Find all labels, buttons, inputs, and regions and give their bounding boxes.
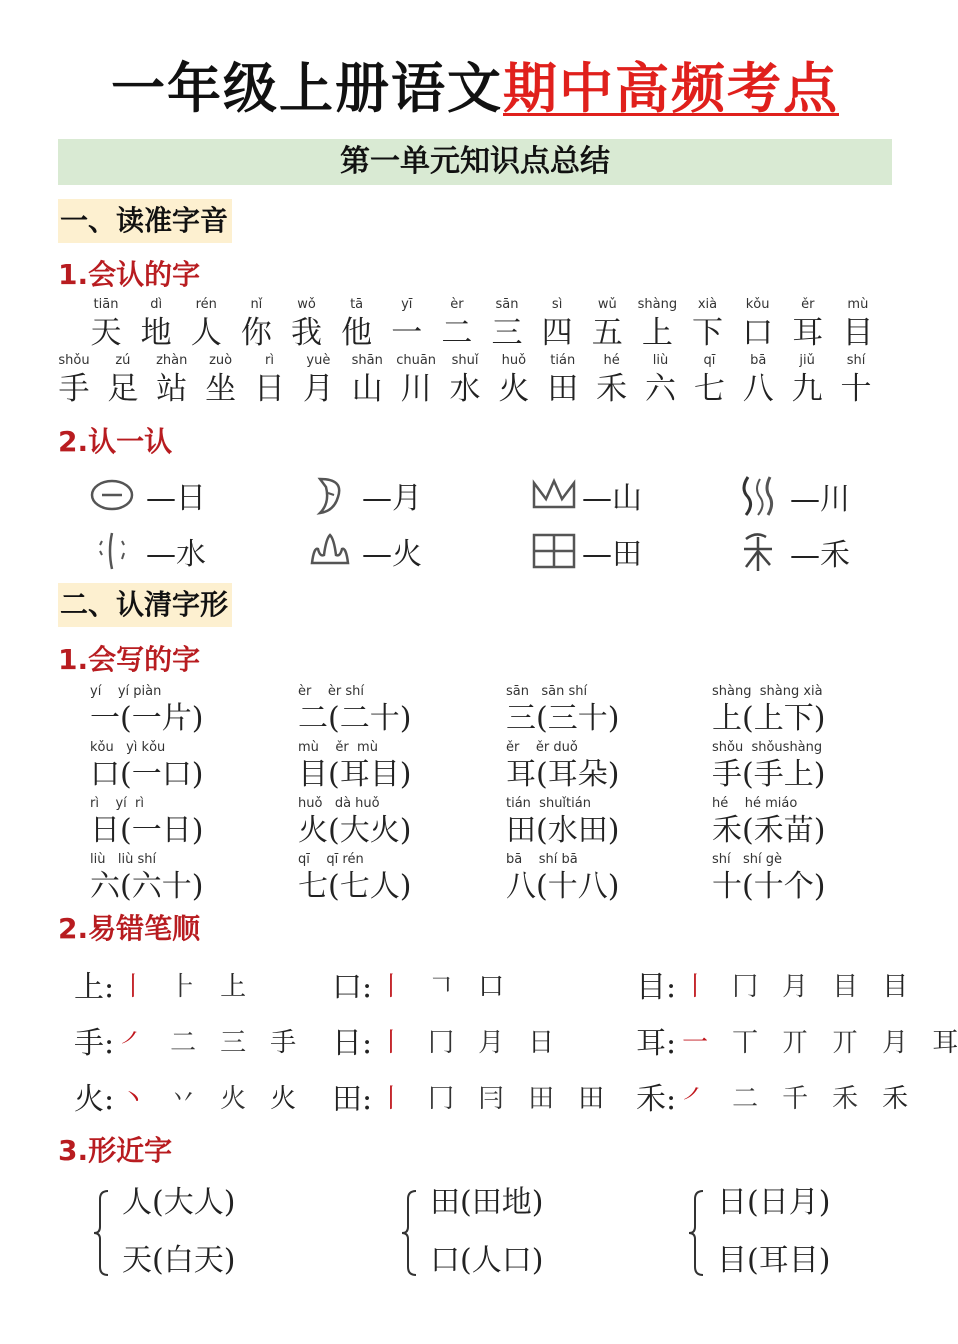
- stroke-order-item: [332, 962, 504, 1006]
- hanzi-char: 川: [400, 371, 432, 407]
- pinyin-label: yí yí piàn: [90, 684, 162, 699]
- hanzi-char: 下: [692, 315, 723, 351]
- recognize-text: —火: [362, 537, 422, 572]
- char-cell: [734, 296, 782, 352]
- char-cell: [148, 352, 196, 408]
- recognize-text: —禾: [790, 538, 850, 573]
- hanzi-char: 四: [541, 315, 573, 351]
- stroke-step: 丨: [120, 971, 147, 1002]
- char-cell: [294, 352, 342, 408]
- stroke-step: 丌: [782, 1027, 809, 1058]
- stroke-order-item: [636, 1074, 908, 1118]
- hanzi-char: 火: [498, 371, 530, 407]
- write-word: [298, 739, 411, 793]
- hanzi-char: 山: [351, 371, 383, 407]
- stroke-step: 丨: [378, 1027, 405, 1058]
- stroke-char-label: 火:: [74, 1082, 115, 1117]
- pinyin-label: shǒu: [58, 353, 90, 368]
- char-cell: [50, 352, 98, 408]
- pinyin-label: zú: [115, 353, 131, 368]
- word-text: 耳(耳朵): [506, 757, 620, 792]
- stroke-step: 冃: [478, 1083, 505, 1114]
- stroke-steps: [378, 966, 504, 1003]
- moon-pictograph-icon: [308, 473, 352, 517]
- write-word: [298, 795, 411, 849]
- similar-pair: [685, 1185, 885, 1285]
- stroke-step: 月: [782, 971, 809, 1002]
- stroke-step: 千: [782, 1083, 809, 1114]
- pinyin-label: bā: [750, 353, 767, 368]
- section2-sub2: 2.易错笔顺: [58, 912, 201, 945]
- brace-icon: [398, 1185, 420, 1281]
- hanzi-char: 月: [302, 371, 334, 407]
- char-cell: [539, 352, 587, 408]
- pinyin-label: liù liù shí: [90, 852, 157, 867]
- water-pictograph-icon: [88, 529, 136, 573]
- section2-sub1: 1.会写的字: [58, 643, 201, 676]
- pinyin-label: sān sān shí: [506, 684, 588, 699]
- word-text: 田(水田): [506, 813, 620, 848]
- stroke-order-item: [74, 962, 246, 1006]
- recognize-item: [530, 529, 642, 573]
- recognize-text: —水: [146, 537, 206, 572]
- word-text: 十(十个): [712, 869, 826, 904]
- hanzi-char: 日: [254, 371, 285, 407]
- char-cell: [533, 296, 581, 352]
- write-word: [90, 739, 203, 793]
- pinyin-label: ěr ěr duǒ: [506, 740, 578, 755]
- char-cell: [685, 352, 733, 408]
- similar-chars-grid: [90, 1185, 890, 1285]
- section1-sub2: 2.认一认: [58, 425, 173, 458]
- stroke-step: 冂: [428, 1083, 455, 1114]
- pinyin-label: qī: [703, 353, 716, 368]
- write-word: [712, 795, 825, 849]
- char-cell: [633, 296, 681, 352]
- hanzi-char: 耳: [792, 315, 824, 351]
- write-word: [90, 795, 203, 849]
- word-text: 手(手上): [712, 757, 826, 792]
- char-cell: [182, 296, 230, 352]
- similar-bottom: 目(耳目): [717, 1243, 831, 1278]
- similar-pair: [90, 1185, 290, 1285]
- stroke-steps: [682, 1078, 908, 1115]
- pinyin-label: shàng: [637, 297, 678, 312]
- char-cell: [132, 296, 180, 352]
- pinyin-label: sān: [495, 297, 519, 312]
- stroke-step: 一: [682, 1027, 709, 1058]
- pinyin-label: liù: [652, 353, 669, 368]
- stroke-steps: [120, 1078, 296, 1115]
- word-text: 六(六十): [90, 869, 204, 904]
- fire-pictograph-icon: [308, 529, 352, 573]
- stroke-step: 目: [882, 971, 909, 1002]
- title-black: 一年级上册语文: [111, 57, 503, 120]
- word-text: 日(一日): [90, 813, 204, 848]
- stroke-step: 手: [270, 1027, 297, 1058]
- pinyin-label: bā shí bā: [506, 852, 578, 867]
- char-cell: [333, 296, 381, 352]
- stroke-steps: [120, 966, 246, 1003]
- recognize-grid: [88, 473, 888, 583]
- char-cell: [783, 352, 831, 408]
- word-text: 禾(禾苗): [712, 813, 826, 848]
- char-cell: [483, 296, 531, 352]
- stroke-char-label: 日:: [332, 1026, 373, 1061]
- stroke-steps: [682, 1022, 958, 1059]
- pinyin-label: shuǐ: [451, 353, 479, 368]
- hanzi-char: 天: [90, 315, 122, 351]
- hanzi-char: 九: [791, 371, 823, 407]
- char-cell: [734, 352, 782, 408]
- page-title: [0, 46, 950, 123]
- stroke-step: 禾: [832, 1083, 859, 1114]
- recognize-text: —日: [146, 481, 206, 516]
- hanzi-char: 坐: [205, 371, 237, 407]
- char-cell: [433, 296, 481, 352]
- word-text: 七(七人): [298, 869, 412, 904]
- pinyin-label: tián: [550, 353, 576, 368]
- char-cell: [684, 296, 732, 352]
- pinyin-label: shí shí gè: [712, 852, 783, 867]
- char-row-1: [82, 296, 882, 352]
- write-word: [712, 739, 825, 793]
- stroke-steps: [378, 1022, 554, 1059]
- pinyin-label: hé: [603, 353, 620, 368]
- hanzi-char: 口: [742, 315, 774, 351]
- recognize-item: [88, 529, 206, 573]
- stroke-step: 上: [220, 971, 247, 1002]
- word-text: 上(上下): [712, 701, 826, 736]
- pinyin-label: huǒ dà huǒ: [298, 796, 380, 811]
- stroke-step: 丨: [378, 1083, 405, 1114]
- recognize-item: [308, 473, 422, 517]
- hanzi-char: 上: [641, 315, 673, 351]
- stroke-step: ㇒: [682, 1083, 709, 1114]
- hanzi-char: 八: [742, 371, 774, 407]
- hanzi-char: 站: [156, 371, 188, 407]
- stroke-char-label: 上:: [74, 970, 115, 1005]
- stroke-step: 日: [528, 1027, 555, 1058]
- pinyin-label: tiān: [93, 297, 119, 312]
- stroke-order-grid: [74, 962, 958, 1132]
- stroke-step: ⺊: [170, 971, 197, 1002]
- pinyin-label: ěr: [801, 297, 815, 312]
- hanzi-char: 二: [441, 315, 473, 351]
- hanzi-char: 他: [341, 315, 373, 351]
- hanzi-char: 三: [491, 315, 523, 351]
- pinyin-label: zhàn: [156, 353, 188, 368]
- pinyin-label: hé hé miáo: [712, 796, 798, 811]
- hanzi-char: 足: [107, 371, 139, 407]
- mountain-pictograph-icon: [530, 473, 578, 517]
- write-word: [298, 683, 411, 737]
- stroke-step: 田: [528, 1083, 555, 1114]
- stroke-steps: [120, 1022, 296, 1059]
- stroke-step: 目: [832, 971, 859, 1002]
- char-cell: [246, 352, 294, 408]
- stroke-order-item: [636, 962, 908, 1006]
- hanzi-char: 我: [291, 315, 322, 351]
- char-cell: [283, 296, 331, 352]
- recognize-item: [530, 473, 642, 517]
- pinyin-label: rì: [265, 353, 274, 368]
- write-word: [506, 851, 619, 905]
- char-cell: [392, 352, 440, 408]
- write-word: [506, 739, 619, 793]
- char-cell: [588, 352, 636, 408]
- write-word: [90, 683, 203, 737]
- stroke-step: 月: [882, 1027, 909, 1058]
- stroke-order-item: [636, 1018, 958, 1062]
- title-red: 期中高频考点: [503, 57, 839, 120]
- stroke-step: ㇒: [120, 1027, 147, 1058]
- similar-top: 日(日月): [717, 1185, 831, 1220]
- write-word: [298, 851, 411, 905]
- pinyin-label: èr èr shí: [298, 684, 364, 699]
- pinyin-label: yuè: [306, 353, 331, 368]
- stroke-step: 冂: [428, 1027, 455, 1058]
- similar-top: 田(田地): [430, 1185, 544, 1220]
- pinyin-label: shí: [846, 353, 866, 368]
- word-text: 三(三十): [506, 701, 620, 736]
- stroke-step: 二: [732, 1083, 759, 1114]
- stroke-char-label: 田:: [332, 1082, 373, 1117]
- stroke-step: 禾: [882, 1083, 909, 1114]
- write-word: [712, 683, 825, 737]
- stroke-step: 丨: [682, 971, 709, 1002]
- stroke-char-label: 禾:: [636, 1082, 677, 1117]
- field-pictograph-icon: [530, 529, 578, 573]
- hanzi-char: 十: [840, 371, 872, 407]
- section1-heading: 一、读准字音: [58, 199, 232, 243]
- char-cell: [834, 296, 882, 352]
- stroke-step: 口: [478, 971, 505, 1002]
- brace-icon: [685, 1185, 707, 1281]
- char-cell: [441, 352, 489, 408]
- word-text: 二(二十): [298, 701, 412, 736]
- write-word: [90, 851, 203, 905]
- recognize-text: —川: [790, 482, 850, 517]
- stroke-step: 丅: [732, 1027, 759, 1058]
- pinyin-label: chuān: [396, 353, 437, 368]
- hanzi-char: 水: [449, 371, 481, 407]
- stroke-order-item: [74, 1074, 296, 1118]
- unit-title: 第一单元知识点总结: [58, 139, 892, 185]
- write-word: [506, 683, 619, 737]
- hanzi-char: 田: [547, 371, 579, 407]
- hanzi-char: 你: [240, 315, 272, 351]
- word-text: 火(大火): [298, 813, 412, 848]
- pinyin-label: tā: [350, 297, 364, 312]
- stroke-order-item: [332, 1074, 604, 1118]
- pinyin-label: dì: [150, 297, 163, 312]
- stroke-order-item: [74, 1018, 296, 1062]
- pinyin-label: jiǔ: [799, 353, 815, 368]
- stroke-char-label: 手:: [74, 1026, 115, 1061]
- pinyin-label: sì: [551, 297, 563, 312]
- pinyin-label: rén: [195, 297, 217, 312]
- char-cell: [197, 352, 245, 408]
- stroke-step: 丨: [378, 971, 405, 1002]
- stroke-step: 𠃍: [428, 971, 455, 1002]
- hanzi-char: 地: [140, 315, 172, 351]
- similar-bottom: 天(白天): [122, 1243, 236, 1278]
- stroke-step: 丶: [120, 1083, 147, 1114]
- hanzi-char: 人: [190, 315, 222, 351]
- stroke-step: 火: [220, 1083, 247, 1114]
- section2-sub3: 3.形近字: [58, 1134, 173, 1167]
- pinyin-label: mù ěr mù: [298, 740, 378, 755]
- write-words-grid: [90, 683, 890, 903]
- char-cell: [490, 352, 538, 408]
- recognize-item: [308, 529, 422, 573]
- write-word: [506, 795, 619, 849]
- pinyin-label: shǒu shǒushàng: [712, 740, 823, 755]
- stroke-order-item: [332, 1018, 554, 1062]
- stroke-step: 丷: [170, 1083, 197, 1114]
- similar-top: 人(大人): [122, 1185, 236, 1220]
- pinyin-label: huǒ: [501, 353, 527, 368]
- hanzi-char: 六: [645, 371, 676, 407]
- stroke-step: 冂: [732, 971, 759, 1002]
- pinyin-label: tián shuǐtián: [506, 796, 591, 811]
- pinyin-label: qī qī rén: [298, 852, 364, 867]
- stroke-step: 火: [270, 1083, 297, 1114]
- section1-sub1: 1.会认的字: [58, 258, 201, 291]
- similar-pair: [398, 1185, 598, 1285]
- hanzi-char: 禾: [596, 371, 628, 407]
- char-cell: [99, 352, 147, 408]
- pinyin-label: kǒu yì kǒu: [90, 740, 166, 755]
- pinyin-label: shān: [351, 353, 383, 368]
- char-row-2: [50, 352, 880, 408]
- pinyin-label: kǒu: [745, 297, 770, 312]
- stroke-step: 田: [578, 1083, 605, 1114]
- recognize-text: —田: [582, 537, 642, 572]
- stroke-char-label: 口:: [332, 970, 373, 1005]
- pinyin-label: yī: [401, 297, 413, 312]
- recognize-text: —山: [582, 481, 642, 516]
- char-cell: [784, 296, 832, 352]
- write-word: [712, 851, 825, 905]
- word-text: 八(十八): [506, 869, 620, 904]
- word-text: 口(一口): [90, 757, 204, 792]
- pinyin-label: èr: [450, 297, 464, 312]
- sun-pictograph-icon: [88, 473, 136, 517]
- stroke-steps: [682, 966, 908, 1003]
- stroke-char-label: 目:: [636, 970, 677, 1005]
- pinyin-label: wǔ: [597, 297, 617, 312]
- hanzi-char: 一: [391, 315, 423, 351]
- pinyin-label: wǒ: [297, 297, 316, 312]
- char-cell: [583, 296, 631, 352]
- char-cell: [832, 352, 880, 408]
- section2-heading: 二、认清字形: [58, 583, 232, 627]
- recognize-item: [738, 473, 850, 519]
- word-text: 目(耳目): [298, 757, 412, 792]
- char-cell: [383, 296, 431, 352]
- grain-pictograph-icon: [738, 529, 778, 575]
- hanzi-char: 目: [842, 315, 874, 351]
- stroke-step: 二: [170, 1027, 197, 1058]
- pinyin-label: zuò: [209, 353, 233, 368]
- char-cell: [637, 352, 685, 408]
- brace-icon: [90, 1185, 112, 1281]
- stroke-step: 耳: [932, 1027, 958, 1058]
- pinyin-label: nǐ: [250, 297, 263, 312]
- char-cell: [343, 352, 391, 408]
- hanzi-char: 七: [693, 371, 725, 407]
- hanzi-char: 手: [58, 371, 90, 407]
- stroke-step: 丌: [832, 1027, 859, 1058]
- stroke-char-label: 耳:: [636, 1026, 677, 1061]
- hanzi-char: 五: [591, 315, 623, 351]
- recognize-item: [738, 529, 850, 575]
- stroke-step: 三: [220, 1027, 247, 1058]
- stroke-steps: [378, 1078, 604, 1115]
- river-pictograph-icon: [738, 473, 778, 519]
- recognize-text: —月: [362, 481, 422, 516]
- pinyin-label: shàng shàng xià: [712, 684, 823, 699]
- recognize-item: [88, 473, 206, 517]
- pinyin-label: xià: [697, 297, 718, 312]
- stroke-step: 月: [478, 1027, 505, 1058]
- word-text: 一(一片): [90, 701, 204, 736]
- char-cell: [232, 296, 280, 352]
- similar-bottom: 口(人口): [430, 1243, 544, 1278]
- char-cell: [82, 296, 130, 352]
- pinyin-label: rì yí rì: [90, 796, 145, 811]
- pinyin-label: mù: [847, 297, 869, 312]
